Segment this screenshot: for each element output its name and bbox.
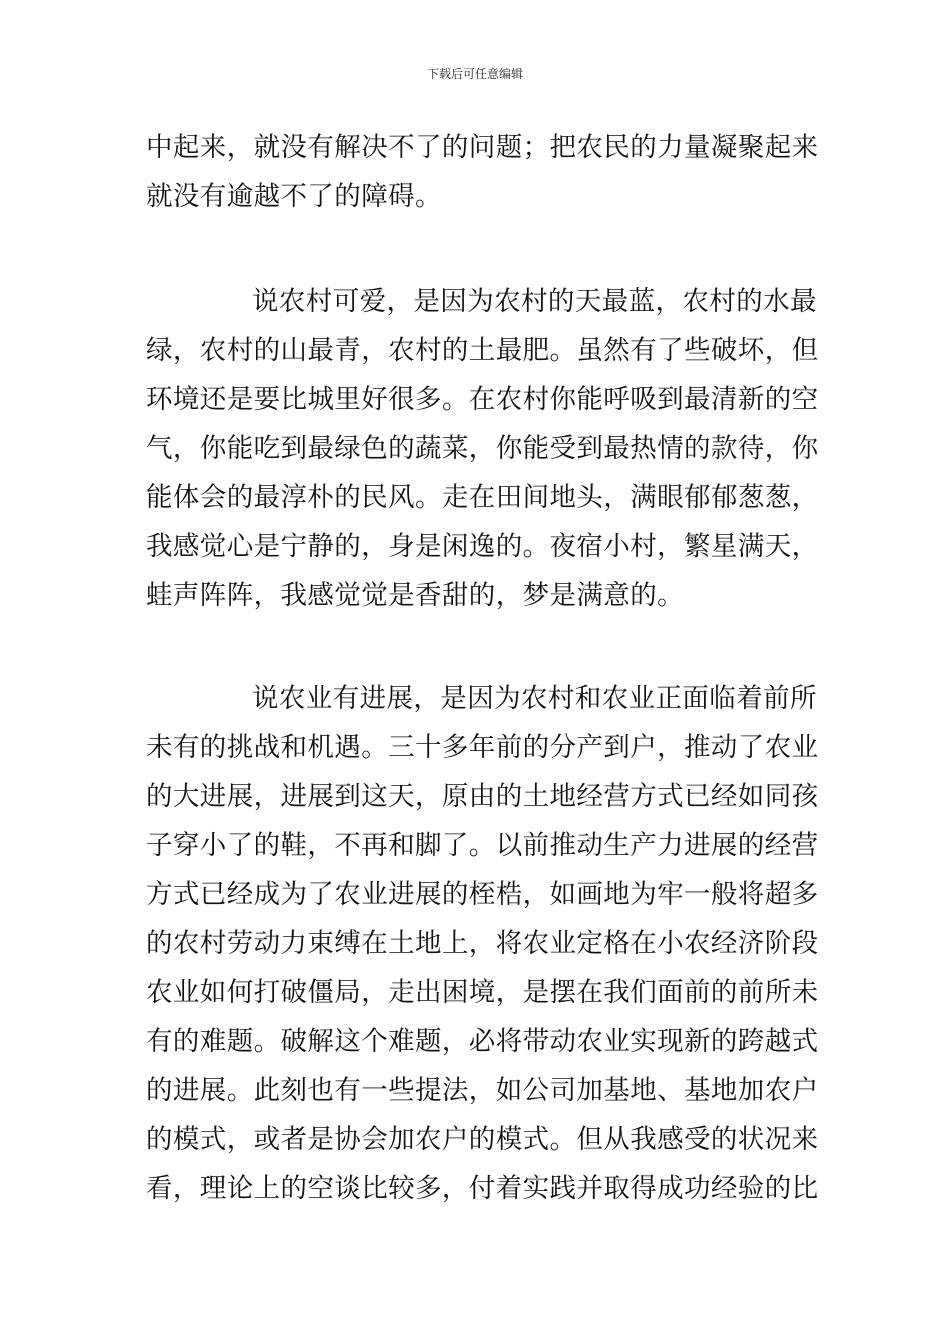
paragraph-2-line-2: 绿，农村的山最青，农村的土最肥。虽然有了些破坏，但 bbox=[146, 335, 819, 366]
paragraph-3-line-3: 的大进展，进展到这天，原由的土地经营方式已经如同孩 bbox=[146, 781, 819, 812]
paragraph-2-line-7: 蛙声阵阵，我感觉觉是香甜的，梦是满意的。 bbox=[146, 580, 684, 611]
paragraph-3-line-10: 的模式，或者是协会加农户的模式。但从我感受的状况来 bbox=[146, 1124, 819, 1155]
paragraph-2-line-3: 环境还是要比城里好很多。在农村你能呼吸到最清新的空 bbox=[146, 384, 819, 415]
paragraph-2-line-4: 气，你能吃到最绿色的蔬菜，你能受到最热情的款待，你 bbox=[146, 433, 819, 464]
page-header: 下载后可任意编辑 bbox=[426, 67, 523, 81]
paragraph-1-line-1: 中起来，就没有解决不了的问题；把农民的力量凝聚起来 bbox=[146, 132, 819, 163]
paragraph-3-line-4: 子穿小了的鞋，不再和脚了。以前推动生产力进展的经营 bbox=[146, 830, 819, 861]
paragraph-3-line-9: 的进展。此刻也有一些提法，如公司加基地、基地加农户 bbox=[146, 1075, 819, 1106]
paragraph-3-line-5: 方式已经成为了农业进展的桎梏，如画地为牢一般将超多 bbox=[146, 879, 819, 910]
paragraph-3-line-8: 有的难题。破解这个难题，必将带动农业实现新的跨越式 bbox=[146, 1026, 819, 1057]
paragraph-3-line-2: 未有的挑战和机遇。三十多年前的分产到户，推动了农业 bbox=[146, 732, 819, 763]
paragraph-1-line-2: 就没有逾越不了的障碍。 bbox=[146, 181, 442, 212]
paragraph-3-line-11: 看，理论上的空谈比较多，付着实践并取得成功经验的比 bbox=[146, 1173, 819, 1204]
paragraph-2-line-5: 能体会的最淳朴的民风。走在田间地头，满眼郁郁葱葱， bbox=[146, 482, 819, 513]
paragraph-2-line-6: 我感觉心是宁静的，身是闲逸的。夜宿小村，繁星满天， bbox=[146, 531, 819, 562]
paragraph-3-line-6: 的农村劳动力束缚在土地上，将农业定格在小农经济阶段 bbox=[146, 928, 819, 959]
paragraph-2-line-1: 说农村可爱，是因为农村的天最蓝，农村的水最 bbox=[252, 286, 817, 317]
paragraph-3-line-1: 说农业有进展，是因为农村和农业正面临着前所 bbox=[252, 683, 817, 714]
paragraph-3-line-7: 农业如何打破僵局，走出困境，是摆在我们面前的前所未 bbox=[146, 977, 819, 1008]
